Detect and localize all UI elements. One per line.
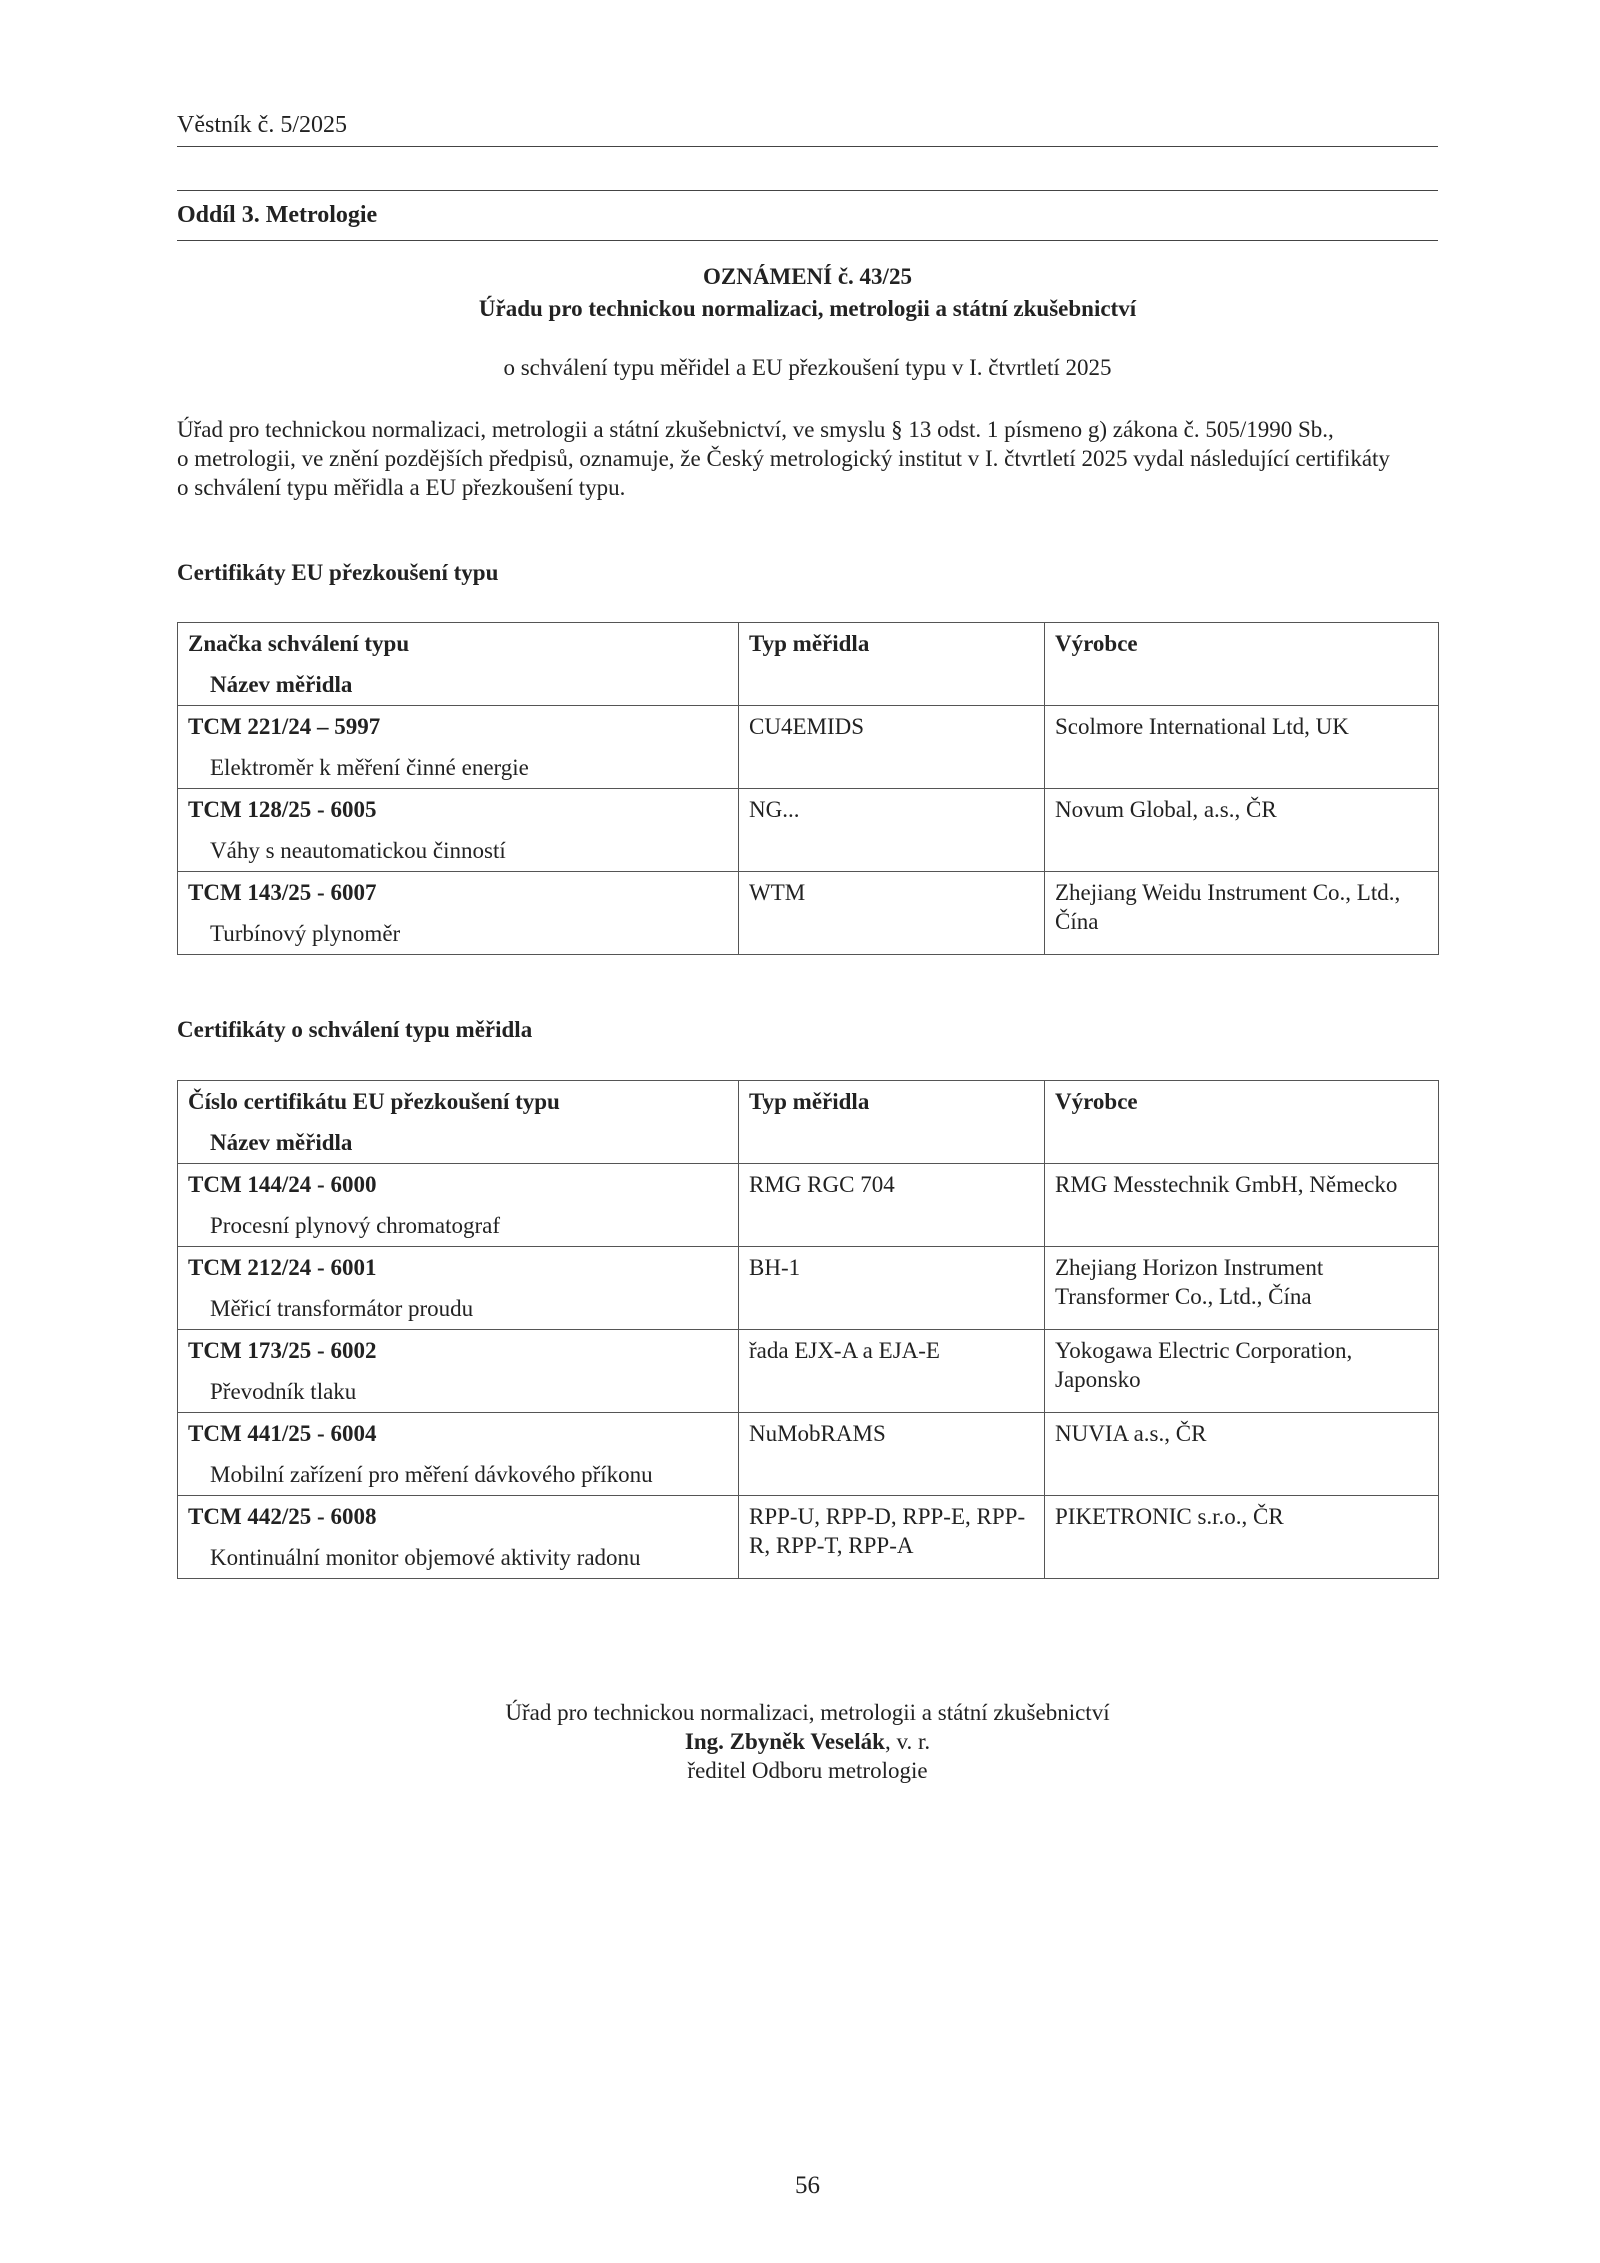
instrument-type: řada EJX-A a EJA-E <box>739 1330 1045 1413</box>
type-approvals-table <box>177 1080 1439 1579</box>
instrument-name: Procesní plynový chromatograf <box>210 1213 500 1238</box>
manufacturer: RMG Messtechnik GmbH, Německo <box>1045 1164 1439 1247</box>
certificate-code: TCM 442/25 - 6008 <box>188 1504 377 1529</box>
intro-line: Úřad pro technickou normalizaci, metrologii a státní zkušebnictví, ve smyslu § 13 odst. 1 písmeno g) zákona č. 505/1990 Sb., <box>177 417 1334 442</box>
manufacturer: Zhejiang Horizon Instrument Transformer Co., Ltd., Čína <box>1045 1247 1439 1330</box>
column-header-mark: Číslo certifikátu EU přezkoušení typu <box>188 1089 560 1114</box>
notice-issuer: Úřadu pro technickou normalizaci, metrologii a státní zkušebnictví <box>478 296 1137 321</box>
eu-certificates-table <box>177 622 1439 955</box>
notice-intro <box>177 415 1442 502</box>
instrument-type: CU4EMIDS <box>739 706 1045 789</box>
table-header-row <box>178 623 1439 706</box>
instrument-name: Převodník tlaku <box>210 1379 357 1404</box>
instrument-name: Měřicí transformátor proudu <box>210 1296 474 1321</box>
certificate-code: TCM 212/24 - 6001 <box>188 1255 377 1280</box>
intro-line: o metrologii, ve znění pozdějších předpisů, oznamuje, že Český metrologický institut v I. čtvrtletí 2025 vydal následující certifikáty <box>177 446 1390 471</box>
header-rule <box>177 146 1438 147</box>
table-header-row <box>178 1081 1439 1164</box>
column-header-type: Typ měřidla <box>749 1089 870 1114</box>
certificate-code: TCM 173/25 - 6002 <box>188 1338 377 1363</box>
notice-number: OZNÁMENÍ č. 43/25 <box>703 264 912 289</box>
table-row <box>178 1413 1439 1496</box>
column-header-type: Typ měřidla <box>749 631 870 656</box>
column-header-maker: Výrobce <box>1055 631 1138 656</box>
column-header-maker: Výrobce <box>1055 1089 1138 1114</box>
signatory-role: ředitel Odboru metrologie <box>687 1758 928 1783</box>
table-row <box>178 1496 1439 1579</box>
table-row <box>178 789 1439 872</box>
certificate-code: TCM 128/25 - 6005 <box>188 797 377 822</box>
manufacturer: Zhejiang Weidu Instrument Co., Ltd., Čína <box>1045 872 1439 955</box>
intro-line: o schválení typu měřidla a EU přezkoušení typu. <box>177 475 626 500</box>
page-number: 56 <box>795 2172 820 2199</box>
signature-line <box>177 1727 1438 1756</box>
table-row <box>178 1164 1439 1247</box>
certificate-code: TCM 144/24 - 6000 <box>188 1172 377 1197</box>
instrument-name: Kontinuální monitor objemové aktivity radonu <box>210 1545 641 1570</box>
type-approvals-heading: Certifikáty o schválení typu měřidla <box>177 1017 533 1042</box>
instrument-type: NuMobRAMS <box>739 1413 1045 1496</box>
table-row <box>178 872 1439 955</box>
column-header-name: Název měřidla <box>210 672 353 697</box>
manufacturer: Yokogawa Electric Corporation, Japonsko <box>1045 1330 1439 1413</box>
column-header-mark: Značka schválení typu <box>188 631 410 656</box>
table-row <box>178 1330 1439 1413</box>
instrument-name: Turbínový plynoměr <box>210 921 401 946</box>
instrument-name: Váhy s neautomatickou činností <box>210 838 506 863</box>
certificate-code: TCM 441/25 - 6004 <box>188 1421 377 1446</box>
signature-block <box>177 1698 1438 1785</box>
certificate-code: TCM 221/24 – 5997 <box>188 714 381 739</box>
manufacturer: PIKETRONIC s.r.o., ČR <box>1045 1496 1439 1579</box>
instrument-name: Elektroměr k měření činné energie <box>210 755 529 780</box>
bulletin-header: Věstník č. 5/2025 <box>177 112 347 138</box>
eu-certificates-heading: Certifikáty EU přezkoušení typu <box>177 560 499 585</box>
section-rule-bottom <box>177 240 1438 241</box>
instrument-type: BH-1 <box>739 1247 1045 1330</box>
instrument-type: RMG RGC 704 <box>739 1164 1045 1247</box>
section-rule-top <box>177 190 1438 191</box>
table-row <box>178 1247 1439 1330</box>
manufacturer: Novum Global, a.s., ČR <box>1045 789 1439 872</box>
instrument-type: RPP-U, RPP-D, RPP-E, RPP-R, RPP-T, RPP-A <box>739 1496 1045 1579</box>
section-title: Oddíl 3. Metrologie <box>177 202 378 228</box>
signatory-name: Ing. Zbyněk Veselák <box>684 1729 885 1754</box>
instrument-type: WTM <box>739 872 1045 955</box>
table-row <box>178 706 1439 789</box>
instrument-name: Mobilní zařízení pro měření dávkového příkonu <box>210 1462 653 1487</box>
manufacturer: Scolmore International Ltd, UK <box>1045 706 1439 789</box>
instrument-type: NG... <box>739 789 1045 872</box>
signatory-suffix: , v. r. <box>884 1729 931 1754</box>
manufacturer: NUVIA a.s., ČR <box>1045 1413 1439 1496</box>
notice-subject: o schválení typu měřidel a EU přezkoušení typu v I. čtvrtletí 2025 <box>503 355 1112 380</box>
signature-office: Úřad pro technickou normalizaci, metrologii a státní zkušebnictví <box>505 1700 1110 1725</box>
column-header-name: Název měřidla <box>210 1130 353 1155</box>
certificate-code: TCM 143/25 - 6007 <box>188 880 377 905</box>
